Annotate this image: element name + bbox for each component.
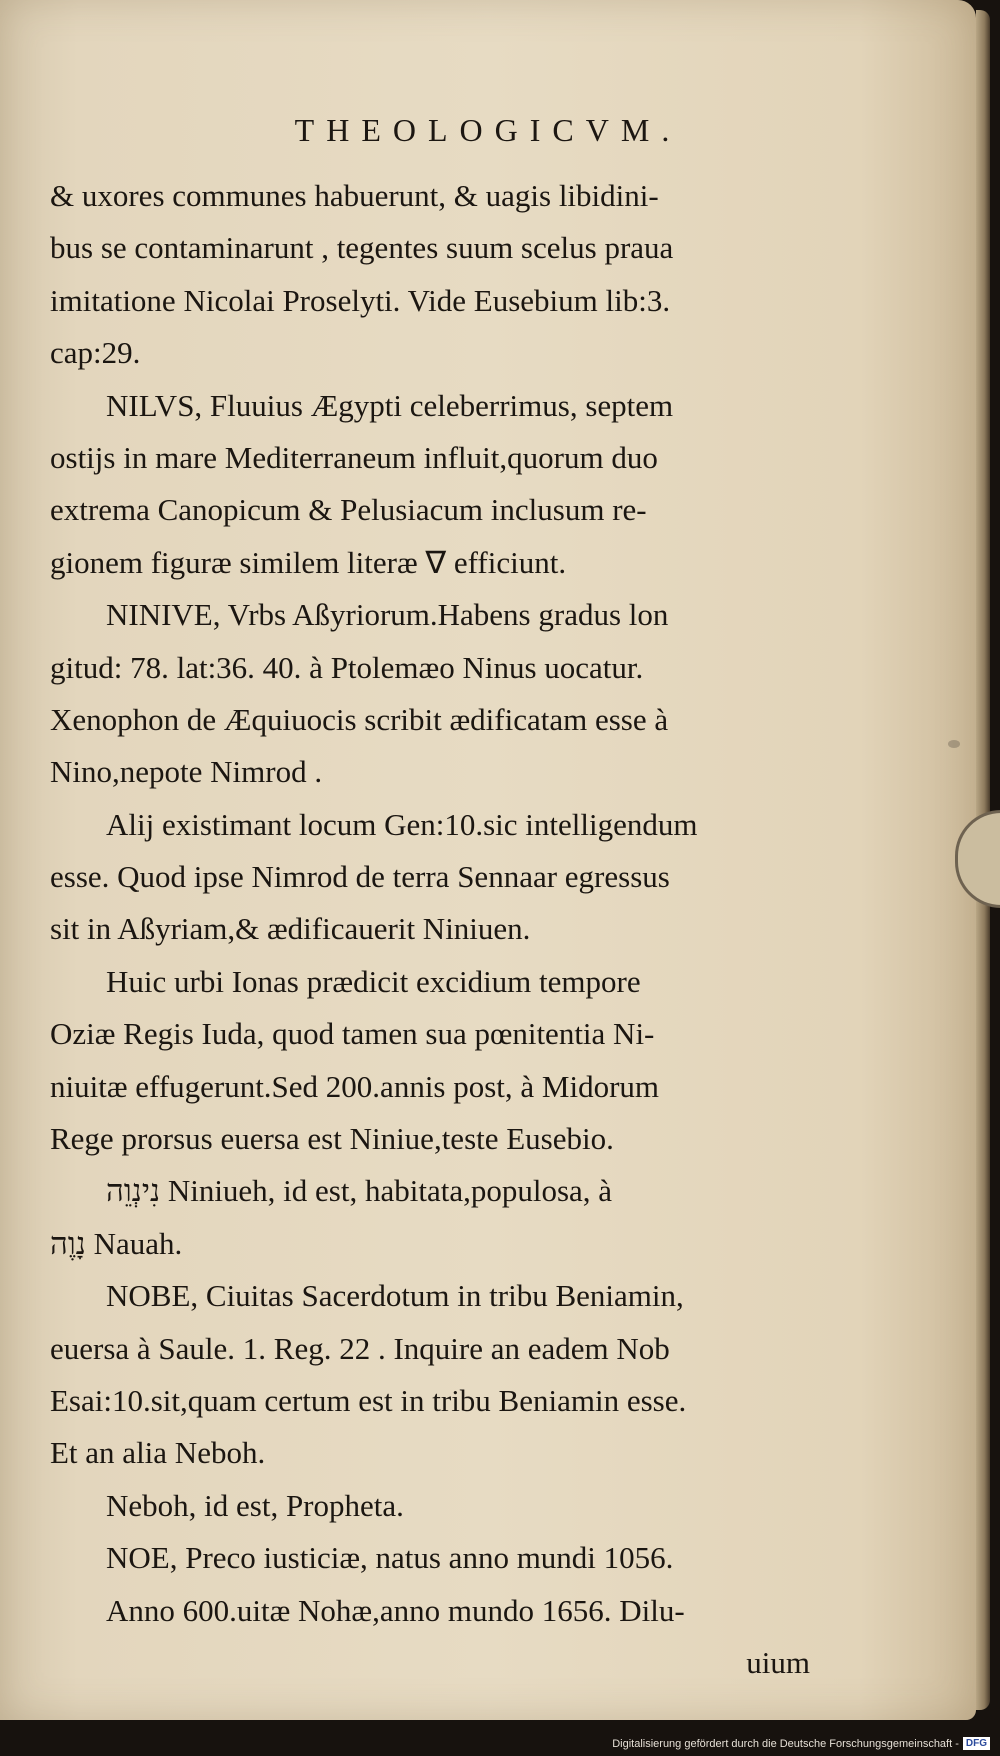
text-line: Rege prorsus euersa est Niniue,teste Eusebio. [50,1121,614,1157]
text-line: ostijs in mare Mediterraneum influit,quorum duo [50,439,658,475]
text-line: Et an alia Neboh. [50,1435,266,1471]
text-line: gitud: 78. lat:36. 40. à Ptolemæo Ninus uocatur. [50,649,644,685]
text-line: imitatione Nicolai Proselyti. Vide Eusebium lib:3. [50,282,671,318]
text-line: niuitæ effugerunt.Sed 200.annis post, à Midorum [50,1068,660,1104]
text-line: Huic urbi Ionas prædicit excidium tempore [106,963,641,999]
text-line: Alij existimant locum Gen:10.sic intelligendum [106,806,698,842]
text-line: gionem figuræ similem literæ ∇ efficiunt. [50,544,567,580]
text-block [50,170,810,1689]
text-line: נִינְוֵה Niniueh, id est, habitata,populosa, à [106,1173,613,1209]
text-line: Neboh, id est, Propheta. [106,1487,404,1523]
text-line: Nino,nepote Nimrod . [50,754,323,790]
text-line: Oziæ Regis Iuda, quod tamen sua pœnitentia Ni- [50,1016,655,1052]
text-line: cap:29. [50,335,141,371]
text-line: נָוֶה Nauah. [50,1225,183,1261]
text-line: sit in Aßyriam,& ædificauerit Niniuen. [50,911,531,947]
running-head: THEOLOGICVM. [294,112,682,148]
dfg-logo: DFG [963,1737,990,1750]
catchword: uium [746,1644,810,1680]
text-line: NILVS, Fluuius Ægypti celeberrimus, septem [106,387,674,423]
text-line: NINIVE, Vrbs Aßyriorum.Habens gradus lon [106,597,669,633]
footer-credit: Digitalisierung gefördert durch die Deutsche Forschungsgemeinschaft - [612,1737,959,1750]
text-line: euersa à Saule. 1. Reg. 22 . Inquire an eadem Nob [50,1330,670,1366]
ink-smudge [948,740,960,748]
digitization-footer [612,1737,990,1750]
text-line: esse. Quod ipse Nimrod de terra Sennaar egressus [50,859,670,895]
text-line: NOE, Preco iusticiæ, natus anno mundi 1056. [106,1540,674,1576]
text-line: Esai:10.sit,quam certum est in tribu Beniamin esse. [50,1382,687,1418]
text-line: bus se contaminarunt , tegentes suum scelus praua [50,230,674,266]
text-line: extrema Canopicum & Pelusiacum inclusum re- [50,492,647,528]
text-line: Xenophon de Æquiuocis scribit ædificatam esse à [50,701,669,737]
text-line: Anno 600.uitæ Nohæ,anno mundo 1656. Dilu- [106,1592,685,1628]
text-line: & uxores communes habuerunt, & uagis libidini- [50,178,659,213]
text-line: NOBE, Ciuitas Sacerdotum in tribu Beniamin, [106,1278,684,1314]
